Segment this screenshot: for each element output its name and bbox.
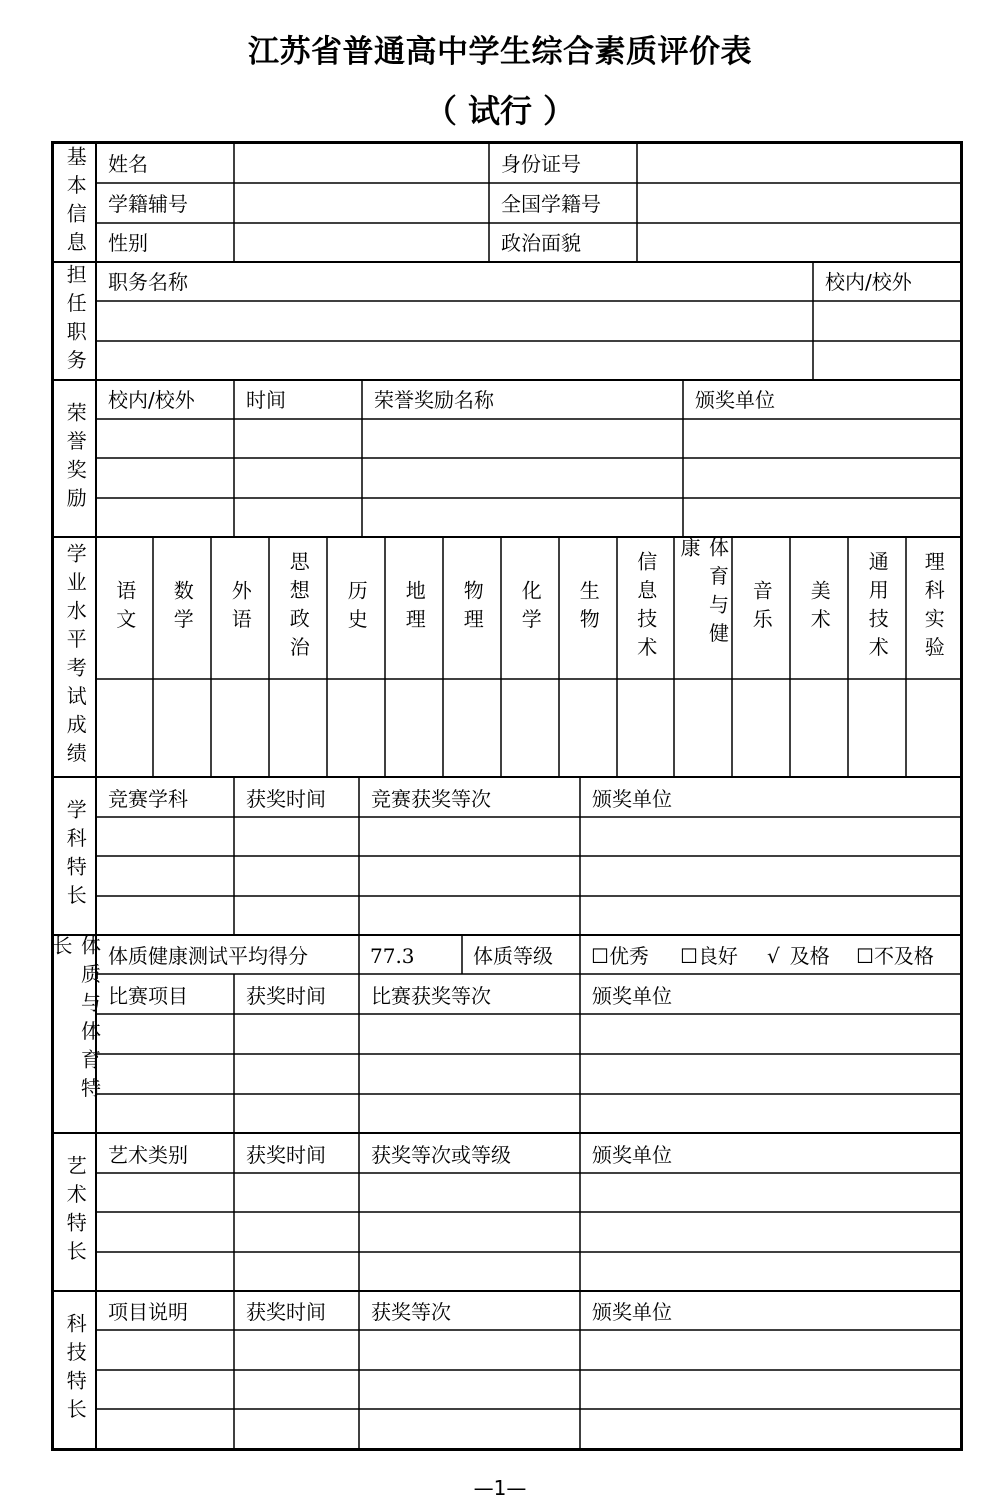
grade-option-excellent[interactable]: ☐优秀	[591, 944, 649, 968]
exam-subject: 信息技术	[633, 551, 658, 665]
label-contest-time: 获奖时间	[246, 787, 326, 811]
section-subject-specialty: 学科特长	[63, 799, 88, 913]
label-honor-time: 时间	[246, 388, 286, 412]
label-fitness-grade: 体质等级	[473, 944, 553, 968]
label-art-rank: 获奖等次或等级	[371, 1143, 511, 1167]
label-sport-issuer: 颁奖单位	[592, 984, 672, 1008]
section-honor: 荣誉奖励	[63, 401, 88, 516]
checkmark-icon: √	[767, 944, 780, 968]
exam-subject: 地理	[402, 579, 427, 637]
section-duty: 担任职务	[63, 264, 88, 378]
label-tech-time: 获奖时间	[246, 1300, 326, 1324]
label-honor-issuer: 颁奖单位	[695, 388, 775, 412]
label-honor-name: 荣誉奖励名称	[374, 388, 494, 412]
section-basic-info: 基本信息	[63, 146, 88, 260]
label-student-no: 学籍辅号	[108, 192, 188, 216]
section-art-specialty: 艺术特长	[63, 1155, 88, 1269]
exam-subject: 美术	[807, 579, 832, 637]
exam-subject: 历史	[344, 579, 369, 637]
label-duty-scope: 校内/校外	[825, 270, 912, 294]
exam-subject: 通用技术	[865, 551, 890, 665]
label-tech-issuer: 颁奖单位	[592, 1300, 672, 1324]
fitness-average-score: 77.3	[370, 944, 415, 968]
label-political: 政治面貌	[501, 231, 581, 255]
label-tech-item: 项目说明	[108, 1300, 188, 1324]
label-honor-scope: 校内/校外	[108, 388, 195, 412]
grade-option-pass[interactable]: √ 及格	[767, 944, 830, 968]
exam-subject: 化学	[518, 579, 543, 637]
label-position: 职务名称	[108, 270, 188, 294]
section-exam-scores: 学业水平考试成绩	[63, 543, 88, 771]
exam-subject: 物理	[460, 579, 485, 637]
evaluation-form	[51, 141, 963, 1451]
label-fitness-average: 体质健康测试平均得分	[108, 944, 308, 968]
label-art-issuer: 颁奖单位	[592, 1143, 672, 1167]
label-sport-time: 获奖时间	[246, 984, 326, 1008]
exam-subject: 思想政治	[286, 551, 311, 665]
label-art-category: 艺术类别	[108, 1143, 188, 1167]
label-gender: 性别	[108, 231, 148, 255]
label-id-number: 身份证号	[501, 152, 581, 176]
form-grid-lines	[49, 144, 960, 1448]
label-contest-issuer: 颁奖单位	[592, 787, 672, 811]
label-contest-subject: 竞赛学科	[108, 787, 188, 811]
checkbox-empty-icon: ☐	[680, 944, 698, 968]
grade-option-good[interactable]: ☐良好	[680, 944, 738, 968]
exam-subject: 数学	[170, 579, 195, 637]
label-national-no: 全国学籍号	[501, 192, 601, 216]
grade-option-fail[interactable]: ☐不及格	[856, 944, 934, 968]
form-subtitle: （ 试行 ）	[424, 92, 576, 130]
label-art-time: 获奖时间	[246, 1143, 326, 1167]
label-sport-rank: 比赛获奖等次	[371, 984, 491, 1008]
form-title: 江苏省普通高中学生综合素质评价表	[248, 34, 752, 70]
label-sport-event: 比赛项目	[108, 984, 188, 1008]
section-tech-specialty: 科技特长	[63, 1312, 88, 1427]
exam-subject: 外语	[228, 579, 253, 637]
exam-subject: 语文	[112, 579, 137, 637]
section-physical: 体质与体育特长	[49, 935, 102, 1106]
label-contest-rank: 竞赛获奖等次	[371, 787, 491, 811]
page-number: —1—	[473, 1476, 527, 1500]
checkbox-empty-icon: ☐	[591, 944, 609, 968]
exam-subject: 生物	[576, 579, 601, 637]
exam-subject: 理科实验	[921, 551, 946, 665]
checkbox-empty-icon: ☐	[856, 944, 874, 968]
label-tech-rank: 获奖等次	[371, 1300, 451, 1324]
label-name: 姓名	[108, 152, 148, 176]
exam-subject: 体育与健康	[677, 537, 730, 651]
exam-subject: 音乐	[749, 579, 774, 637]
